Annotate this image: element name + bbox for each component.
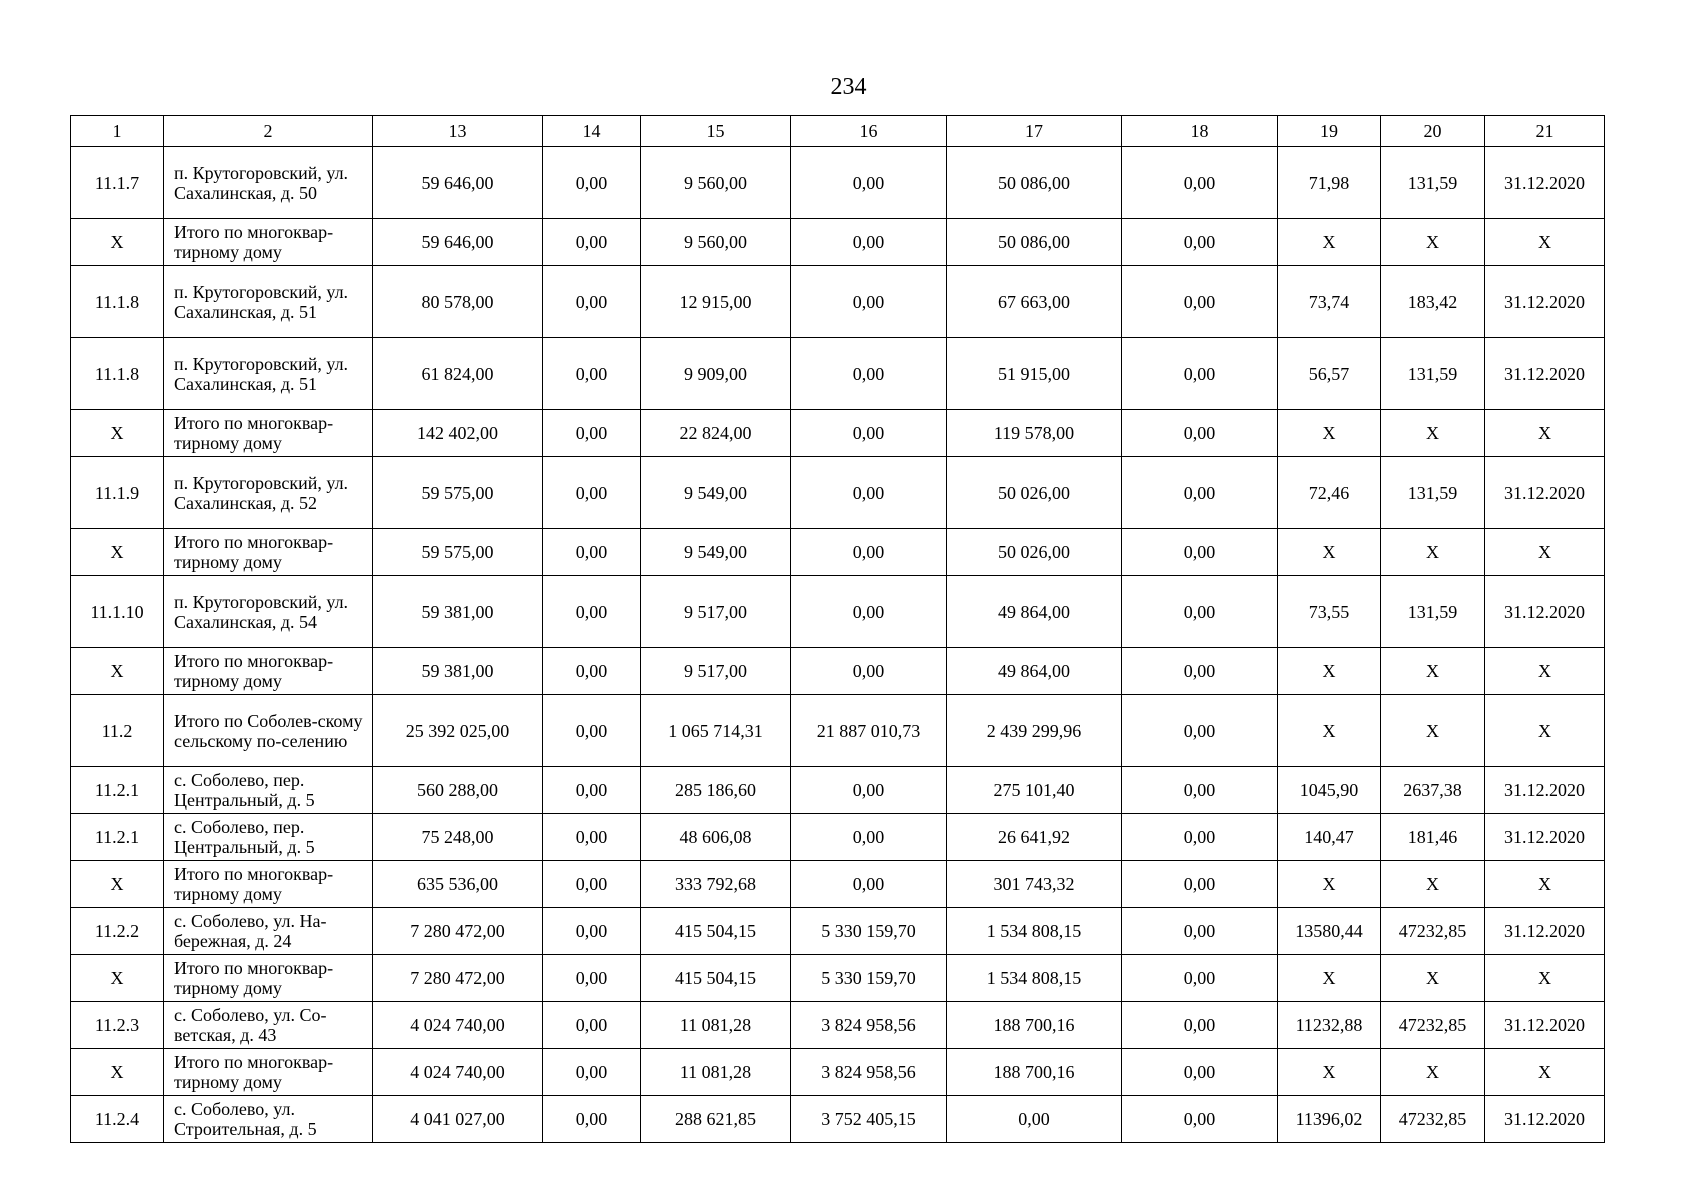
- column-number-cell: 13: [373, 116, 543, 147]
- value-cell: 9 549,00: [641, 457, 791, 529]
- row-number-cell: 11.1.7: [71, 147, 164, 219]
- address-cell: с. Соболево, пер. Центральный, д. 5: [164, 814, 373, 861]
- value-cell: 31.12.2020: [1485, 457, 1605, 529]
- value-cell: X: [1485, 955, 1605, 1002]
- value-cell: 415 504,15: [641, 955, 791, 1002]
- value-cell: 0,00: [1122, 147, 1278, 219]
- value-cell: 0,00: [1122, 1096, 1278, 1143]
- table-row: [71, 767, 1605, 814]
- table-row: [71, 576, 1605, 648]
- value-cell: 3 824 958,56: [791, 1002, 947, 1049]
- value-cell: 61 824,00: [373, 338, 543, 410]
- value-cell: 0,00: [543, 576, 641, 648]
- value-cell: 1 065 714,31: [641, 695, 791, 767]
- value-cell: 50 026,00: [947, 457, 1122, 529]
- value-cell: 47232,85: [1381, 1002, 1485, 1049]
- value-cell: 0,00: [791, 410, 947, 457]
- value-cell: 0,00: [1122, 767, 1278, 814]
- value-cell: 5 330 159,70: [791, 908, 947, 955]
- value-cell: 0,00: [543, 648, 641, 695]
- value-cell: 0,00: [1122, 861, 1278, 908]
- value-cell: 188 700,16: [947, 1049, 1122, 1096]
- table-row: [71, 814, 1605, 861]
- value-cell: 0,00: [1122, 266, 1278, 338]
- value-cell: 0,00: [543, 1049, 641, 1096]
- value-cell: X: [1485, 410, 1605, 457]
- value-cell: 0,00: [791, 861, 947, 908]
- address-cell: п. Крутогоровский, ул. Сахалинская, д. 54: [164, 576, 373, 648]
- value-cell: 183,42: [1381, 266, 1485, 338]
- value-cell: 0,00: [947, 1096, 1122, 1143]
- value-cell: 0,00: [1122, 695, 1278, 767]
- value-cell: 0,00: [543, 767, 641, 814]
- table-row: [71, 338, 1605, 410]
- value-cell: 31.12.2020: [1485, 338, 1605, 410]
- value-cell: X: [1278, 219, 1381, 266]
- value-cell: 188 700,16: [947, 1002, 1122, 1049]
- value-cell: 0,00: [543, 529, 641, 576]
- row-number-cell: 11.1.10: [71, 576, 164, 648]
- value-cell: 49 864,00: [947, 648, 1122, 695]
- value-cell: 181,46: [1381, 814, 1485, 861]
- value-cell: 0,00: [791, 814, 947, 861]
- value-cell: 0,00: [1122, 1049, 1278, 1096]
- value-cell: 31.12.2020: [1485, 1002, 1605, 1049]
- value-cell: 75 248,00: [373, 814, 543, 861]
- table-row: [71, 410, 1605, 457]
- value-cell: X: [1278, 410, 1381, 457]
- address-cell: Итого по многоквар-тирному дому: [164, 648, 373, 695]
- value-cell: 0,00: [1122, 1002, 1278, 1049]
- value-cell: 0,00: [1122, 576, 1278, 648]
- table-row: [71, 908, 1605, 955]
- value-cell: 288 621,85: [641, 1096, 791, 1143]
- value-cell: 0,00: [791, 529, 947, 576]
- value-cell: 0,00: [791, 219, 947, 266]
- value-cell: 4 024 740,00: [373, 1002, 543, 1049]
- table-row: [71, 955, 1605, 1002]
- value-cell: 0,00: [1122, 219, 1278, 266]
- table-row: [71, 648, 1605, 695]
- row-number-cell: X: [71, 648, 164, 695]
- address-cell: с. Соболево, пер. Центральный, д. 5: [164, 767, 373, 814]
- value-cell: 0,00: [791, 147, 947, 219]
- value-cell: 4 041 027,00: [373, 1096, 543, 1143]
- column-number-cell: 1: [71, 116, 164, 147]
- row-number-cell: X: [71, 529, 164, 576]
- column-number-cell: 21: [1485, 116, 1605, 147]
- value-cell: 285 186,60: [641, 767, 791, 814]
- value-cell: 59 646,00: [373, 147, 543, 219]
- value-cell: 31.12.2020: [1485, 908, 1605, 955]
- value-cell: 72,46: [1278, 457, 1381, 529]
- row-number-cell: 11.2.1: [71, 767, 164, 814]
- row-number-cell: X: [71, 410, 164, 457]
- value-cell: 0,00: [543, 695, 641, 767]
- value-cell: 11396,02: [1278, 1096, 1381, 1143]
- value-cell: X: [1485, 648, 1605, 695]
- value-cell: X: [1485, 219, 1605, 266]
- value-cell: X: [1381, 695, 1485, 767]
- value-cell: 50 086,00: [947, 147, 1122, 219]
- table-row: [71, 1049, 1605, 1096]
- value-cell: X: [1381, 1049, 1485, 1096]
- value-cell: 73,55: [1278, 576, 1381, 648]
- value-cell: 9 517,00: [641, 648, 791, 695]
- value-cell: 0,00: [1122, 410, 1278, 457]
- value-cell: 80 578,00: [373, 266, 543, 338]
- value-cell: 13580,44: [1278, 908, 1381, 955]
- value-cell: 50 026,00: [947, 529, 1122, 576]
- row-number-cell: X: [71, 1049, 164, 1096]
- value-cell: 0,00: [543, 219, 641, 266]
- value-cell: 1045,90: [1278, 767, 1381, 814]
- row-number-cell: 11.2.1: [71, 814, 164, 861]
- value-cell: 0,00: [791, 648, 947, 695]
- value-cell: 0,00: [543, 1096, 641, 1143]
- register-table: [70, 115, 1605, 1143]
- value-cell: 131,59: [1381, 338, 1485, 410]
- row-number-cell: 11.2.4: [71, 1096, 164, 1143]
- address-cell: с. Соболево, ул. Строительная, д. 5: [164, 1096, 373, 1143]
- value-cell: 0,00: [1122, 338, 1278, 410]
- value-cell: 59 381,00: [373, 648, 543, 695]
- value-cell: 0,00: [1122, 529, 1278, 576]
- value-cell: 48 606,08: [641, 814, 791, 861]
- value-cell: 0,00: [543, 908, 641, 955]
- value-cell: 56,57: [1278, 338, 1381, 410]
- address-cell: Итого по многоквар-тирному дому: [164, 955, 373, 1002]
- value-cell: 73,74: [1278, 266, 1381, 338]
- address-cell: Итого по многоквар-тирному дому: [164, 219, 373, 266]
- value-cell: 12 915,00: [641, 266, 791, 338]
- address-cell: Итого по многоквар-тирному дому: [164, 410, 373, 457]
- value-cell: 31.12.2020: [1485, 266, 1605, 338]
- header-row: [71, 116, 1605, 147]
- value-cell: X: [1485, 1049, 1605, 1096]
- value-cell: 9 560,00: [641, 219, 791, 266]
- address-cell: п. Крутогоровский, ул. Сахалинская, д. 51: [164, 338, 373, 410]
- value-cell: 131,59: [1381, 457, 1485, 529]
- column-number-cell: 2: [164, 116, 373, 147]
- table-row: [71, 861, 1605, 908]
- row-number-cell: 11.1.9: [71, 457, 164, 529]
- value-cell: 26 641,92: [947, 814, 1122, 861]
- table-row: [71, 1002, 1605, 1049]
- value-cell: 0,00: [791, 266, 947, 338]
- value-cell: 0,00: [543, 266, 641, 338]
- value-cell: X: [1485, 861, 1605, 908]
- column-number-cell: 20: [1381, 116, 1485, 147]
- value-cell: 140,47: [1278, 814, 1381, 861]
- row-number-cell: X: [71, 955, 164, 1002]
- value-cell: 11 081,28: [641, 1002, 791, 1049]
- value-cell: 0,00: [1122, 457, 1278, 529]
- column-number-cell: 17: [947, 116, 1122, 147]
- row-number-cell: 11.2.3: [71, 1002, 164, 1049]
- value-cell: 415 504,15: [641, 908, 791, 955]
- address-cell: п. Крутогоровский, ул. Сахалинская, д. 52: [164, 457, 373, 529]
- table-row: [71, 457, 1605, 529]
- value-cell: 3 824 958,56: [791, 1049, 947, 1096]
- value-cell: 635 536,00: [373, 861, 543, 908]
- column-number-cell: 19: [1278, 116, 1381, 147]
- column-number-cell: 15: [641, 116, 791, 147]
- value-cell: 1 534 808,15: [947, 908, 1122, 955]
- column-number-cell: 14: [543, 116, 641, 147]
- value-cell: 47232,85: [1381, 908, 1485, 955]
- row-number-cell: X: [71, 861, 164, 908]
- value-cell: X: [1381, 861, 1485, 908]
- value-cell: 9 517,00: [641, 576, 791, 648]
- row-number-cell: 11.2: [71, 695, 164, 767]
- value-cell: 119 578,00: [947, 410, 1122, 457]
- table-row: [71, 1096, 1605, 1143]
- address-cell: п. Крутогоровский, ул. Сахалинская, д. 51: [164, 266, 373, 338]
- value-cell: 0,00: [543, 457, 641, 529]
- value-cell: 275 101,40: [947, 767, 1122, 814]
- value-cell: X: [1278, 1049, 1381, 1096]
- value-cell: X: [1485, 695, 1605, 767]
- value-cell: 0,00: [791, 338, 947, 410]
- value-cell: X: [1278, 861, 1381, 908]
- value-cell: X: [1381, 219, 1485, 266]
- row-number-cell: 11.1.8: [71, 266, 164, 338]
- value-cell: 0,00: [1122, 648, 1278, 695]
- value-cell: 59 575,00: [373, 529, 543, 576]
- value-cell: 333 792,68: [641, 861, 791, 908]
- address-cell: Итого по многоквар-тирному дому: [164, 529, 373, 576]
- value-cell: 0,00: [543, 410, 641, 457]
- value-cell: 71,98: [1278, 147, 1381, 219]
- value-cell: 0,00: [543, 1002, 641, 1049]
- address-cell: Итого по многоквар-тирному дому: [164, 1049, 373, 1096]
- value-cell: 9 549,00: [641, 529, 791, 576]
- value-cell: 142 402,00: [373, 410, 543, 457]
- table-row: [71, 147, 1605, 219]
- value-cell: 9 909,00: [641, 338, 791, 410]
- value-cell: 301 743,32: [947, 861, 1122, 908]
- value-cell: 0,00: [1122, 814, 1278, 861]
- value-cell: 31.12.2020: [1485, 767, 1605, 814]
- address-cell: Итого по Соболев-скому сельскому по-селению: [164, 695, 373, 767]
- value-cell: 31.12.2020: [1485, 1096, 1605, 1143]
- value-cell: X: [1485, 529, 1605, 576]
- value-cell: 59 381,00: [373, 576, 543, 648]
- value-cell: 67 663,00: [947, 266, 1122, 338]
- value-cell: X: [1278, 529, 1381, 576]
- value-cell: 0,00: [791, 576, 947, 648]
- value-cell: 131,59: [1381, 576, 1485, 648]
- row-number-cell: X: [71, 219, 164, 266]
- page-number: 234: [830, 74, 867, 100]
- value-cell: 59 575,00: [373, 457, 543, 529]
- table-row: [71, 529, 1605, 576]
- address-cell: п. Крутогоровский, ул. Сахалинская, д. 50: [164, 147, 373, 219]
- table-row: [71, 219, 1605, 266]
- table-row: [71, 266, 1605, 338]
- address-cell: с. Соболево, ул. На-бережная, д. 24: [164, 908, 373, 955]
- value-cell: 11 081,28: [641, 1049, 791, 1096]
- value-cell: 9 560,00: [641, 147, 791, 219]
- value-cell: 0,00: [1122, 908, 1278, 955]
- value-cell: 50 086,00: [947, 219, 1122, 266]
- value-cell: 0,00: [543, 861, 641, 908]
- value-cell: X: [1381, 955, 1485, 1002]
- value-cell: 0,00: [543, 147, 641, 219]
- value-cell: 131,59: [1381, 147, 1485, 219]
- value-cell: 7 280 472,00: [373, 908, 543, 955]
- value-cell: X: [1381, 648, 1485, 695]
- value-cell: X: [1278, 648, 1381, 695]
- value-cell: 1 534 808,15: [947, 955, 1122, 1002]
- value-cell: 31.12.2020: [1485, 147, 1605, 219]
- value-cell: 560 288,00: [373, 767, 543, 814]
- value-cell: 0,00: [543, 338, 641, 410]
- value-cell: 59 646,00: [373, 219, 543, 266]
- row-number-cell: 11.1.8: [71, 338, 164, 410]
- address-cell: Итого по многоквар-тирному дому: [164, 861, 373, 908]
- value-cell: 5 330 159,70: [791, 955, 947, 1002]
- value-cell: 31.12.2020: [1485, 576, 1605, 648]
- value-cell: 21 887 010,73: [791, 695, 947, 767]
- value-cell: 0,00: [1122, 955, 1278, 1002]
- value-cell: 7 280 472,00: [373, 955, 543, 1002]
- value-cell: 0,00: [543, 955, 641, 1002]
- row-number-cell: 11.2.2: [71, 908, 164, 955]
- value-cell: 51 915,00: [947, 338, 1122, 410]
- value-cell: 2637,38: [1381, 767, 1485, 814]
- table-row: [71, 695, 1605, 767]
- column-number-cell: 18: [1122, 116, 1278, 147]
- column-number-cell: 16: [791, 116, 947, 147]
- value-cell: 22 824,00: [641, 410, 791, 457]
- value-cell: 25 392 025,00: [373, 695, 543, 767]
- value-cell: 11232,88: [1278, 1002, 1381, 1049]
- value-cell: X: [1278, 955, 1381, 1002]
- value-cell: X: [1278, 695, 1381, 767]
- value-cell: 3 752 405,15: [791, 1096, 947, 1143]
- value-cell: X: [1381, 410, 1485, 457]
- value-cell: X: [1381, 529, 1485, 576]
- value-cell: 0,00: [543, 814, 641, 861]
- value-cell: 0,00: [791, 457, 947, 529]
- address-cell: с. Соболево, ул. Со-ветская, д. 43: [164, 1002, 373, 1049]
- value-cell: 49 864,00: [947, 576, 1122, 648]
- value-cell: 4 024 740,00: [373, 1049, 543, 1096]
- value-cell: 31.12.2020: [1485, 814, 1605, 861]
- value-cell: 47232,85: [1381, 1096, 1485, 1143]
- value-cell: 0,00: [791, 767, 947, 814]
- value-cell: 2 439 299,96: [947, 695, 1122, 767]
